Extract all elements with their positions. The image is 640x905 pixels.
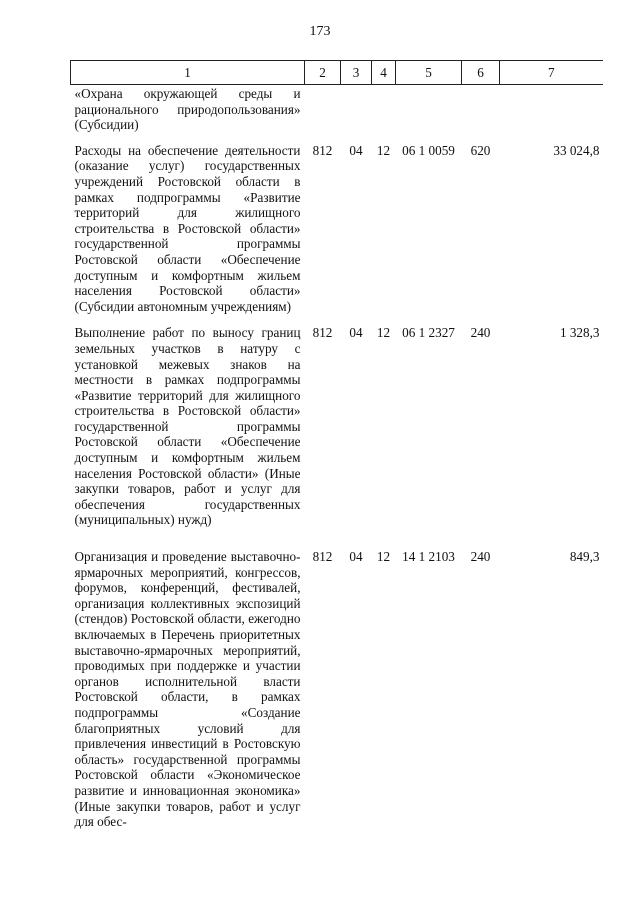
row-ministry-code: [305, 85, 341, 141]
row-expense-type-code: 240: [470, 549, 491, 565]
row-section-code: [341, 85, 372, 141]
row-description: Расходы на обеспечение деятельности (оказание услуг) государственных учреждений Ростовской области в рамках подпрограммы «Развитие территорий для жилищного строительства в Ростовской области» государственной программы Ростовской области «Обеспечение доступным и комфортным жильем населения Ростовской области» (Субсидии автономным учреждениям): [74, 142, 301, 314]
row-subsection-code: 12: [376, 142, 391, 158]
table-row: [71, 85, 603, 141]
row-section-code: 04: [349, 142, 363, 158]
row-description: Организация и проведение выставочно-ярмарочных мероприятий, конгрессов, форумов, конференций, фестивалей, организация коллективных экспозиций (стендов) Ростовской области, ежегодно включаемых в Перечень приоритетных выставочно-ярмарочных мероприятий, проводимых при поддержке и участии органов исполнительной власти Ростовской области, в рамках подпрограммы «Создание благоприятных условий для привлечения инвестиций в Ростовскую область» государственной программы Ростовской области «Экономическое развитие и инновационная экономика» (Иные закупки товаров, работ и услуг для обес-: [74, 549, 301, 830]
row-subsection-code: [372, 85, 396, 141]
row-expense-type-code: 620: [470, 142, 491, 158]
row-target-code: 06 1 0059: [402, 142, 455, 158]
row-amount: 849,3: [569, 549, 600, 565]
table-row: [71, 323, 603, 547]
row-subsection-code: 12: [376, 549, 391, 565]
row-target-code: [396, 85, 462, 141]
page-number: 173: [309, 24, 331, 39]
row-section-code: 04: [349, 549, 363, 565]
header-col-5: 5: [396, 61, 462, 85]
row-target-code: 14 1 2103: [402, 549, 455, 565]
header-col-4: 4: [372, 61, 396, 85]
row-ministry-code: 812: [312, 549, 333, 565]
row-description: «Охрана окружающей среды и рационального природопользования» (Субсидии): [74, 86, 301, 133]
header-col-7: 7: [500, 61, 603, 85]
table-row: [71, 141, 603, 324]
header-col-6: 6: [462, 61, 500, 85]
row-subsection-code: 12: [376, 325, 391, 341]
row-description: Выполнение работ по выносу границ земельных участков в натуру с установкой межевых знаков на местности в рамках подпрограммы «Развитие территорий для жилищного строительства в Ростовской области» государственной программы Ростовской области «Обеспечение доступным и комфортным жильем населения Ростовской области» (Иные закупки товаров, работ и услуг для обеспечения государственных (муниципальных) нужд): [74, 325, 301, 528]
header-col-3: 3: [341, 61, 372, 85]
table-header: [71, 61, 603, 85]
row-expense-type-code: [462, 85, 500, 141]
header-col-2: 2: [305, 61, 341, 85]
row-ministry-code: 812: [312, 325, 333, 341]
row-amount: 33 024,8: [553, 142, 600, 158]
row-target-code: 06 1 2327: [402, 325, 455, 341]
header-col-1: 1: [71, 61, 305, 85]
row-expense-type-code: 240: [470, 325, 491, 341]
row-amount: 1 328,3: [559, 325, 600, 341]
table-row: [71, 547, 603, 830]
row-section-code: 04: [349, 325, 363, 341]
row-amount: [500, 85, 603, 141]
row-ministry-code: 812: [312, 142, 333, 158]
budget-table: [70, 60, 603, 830]
